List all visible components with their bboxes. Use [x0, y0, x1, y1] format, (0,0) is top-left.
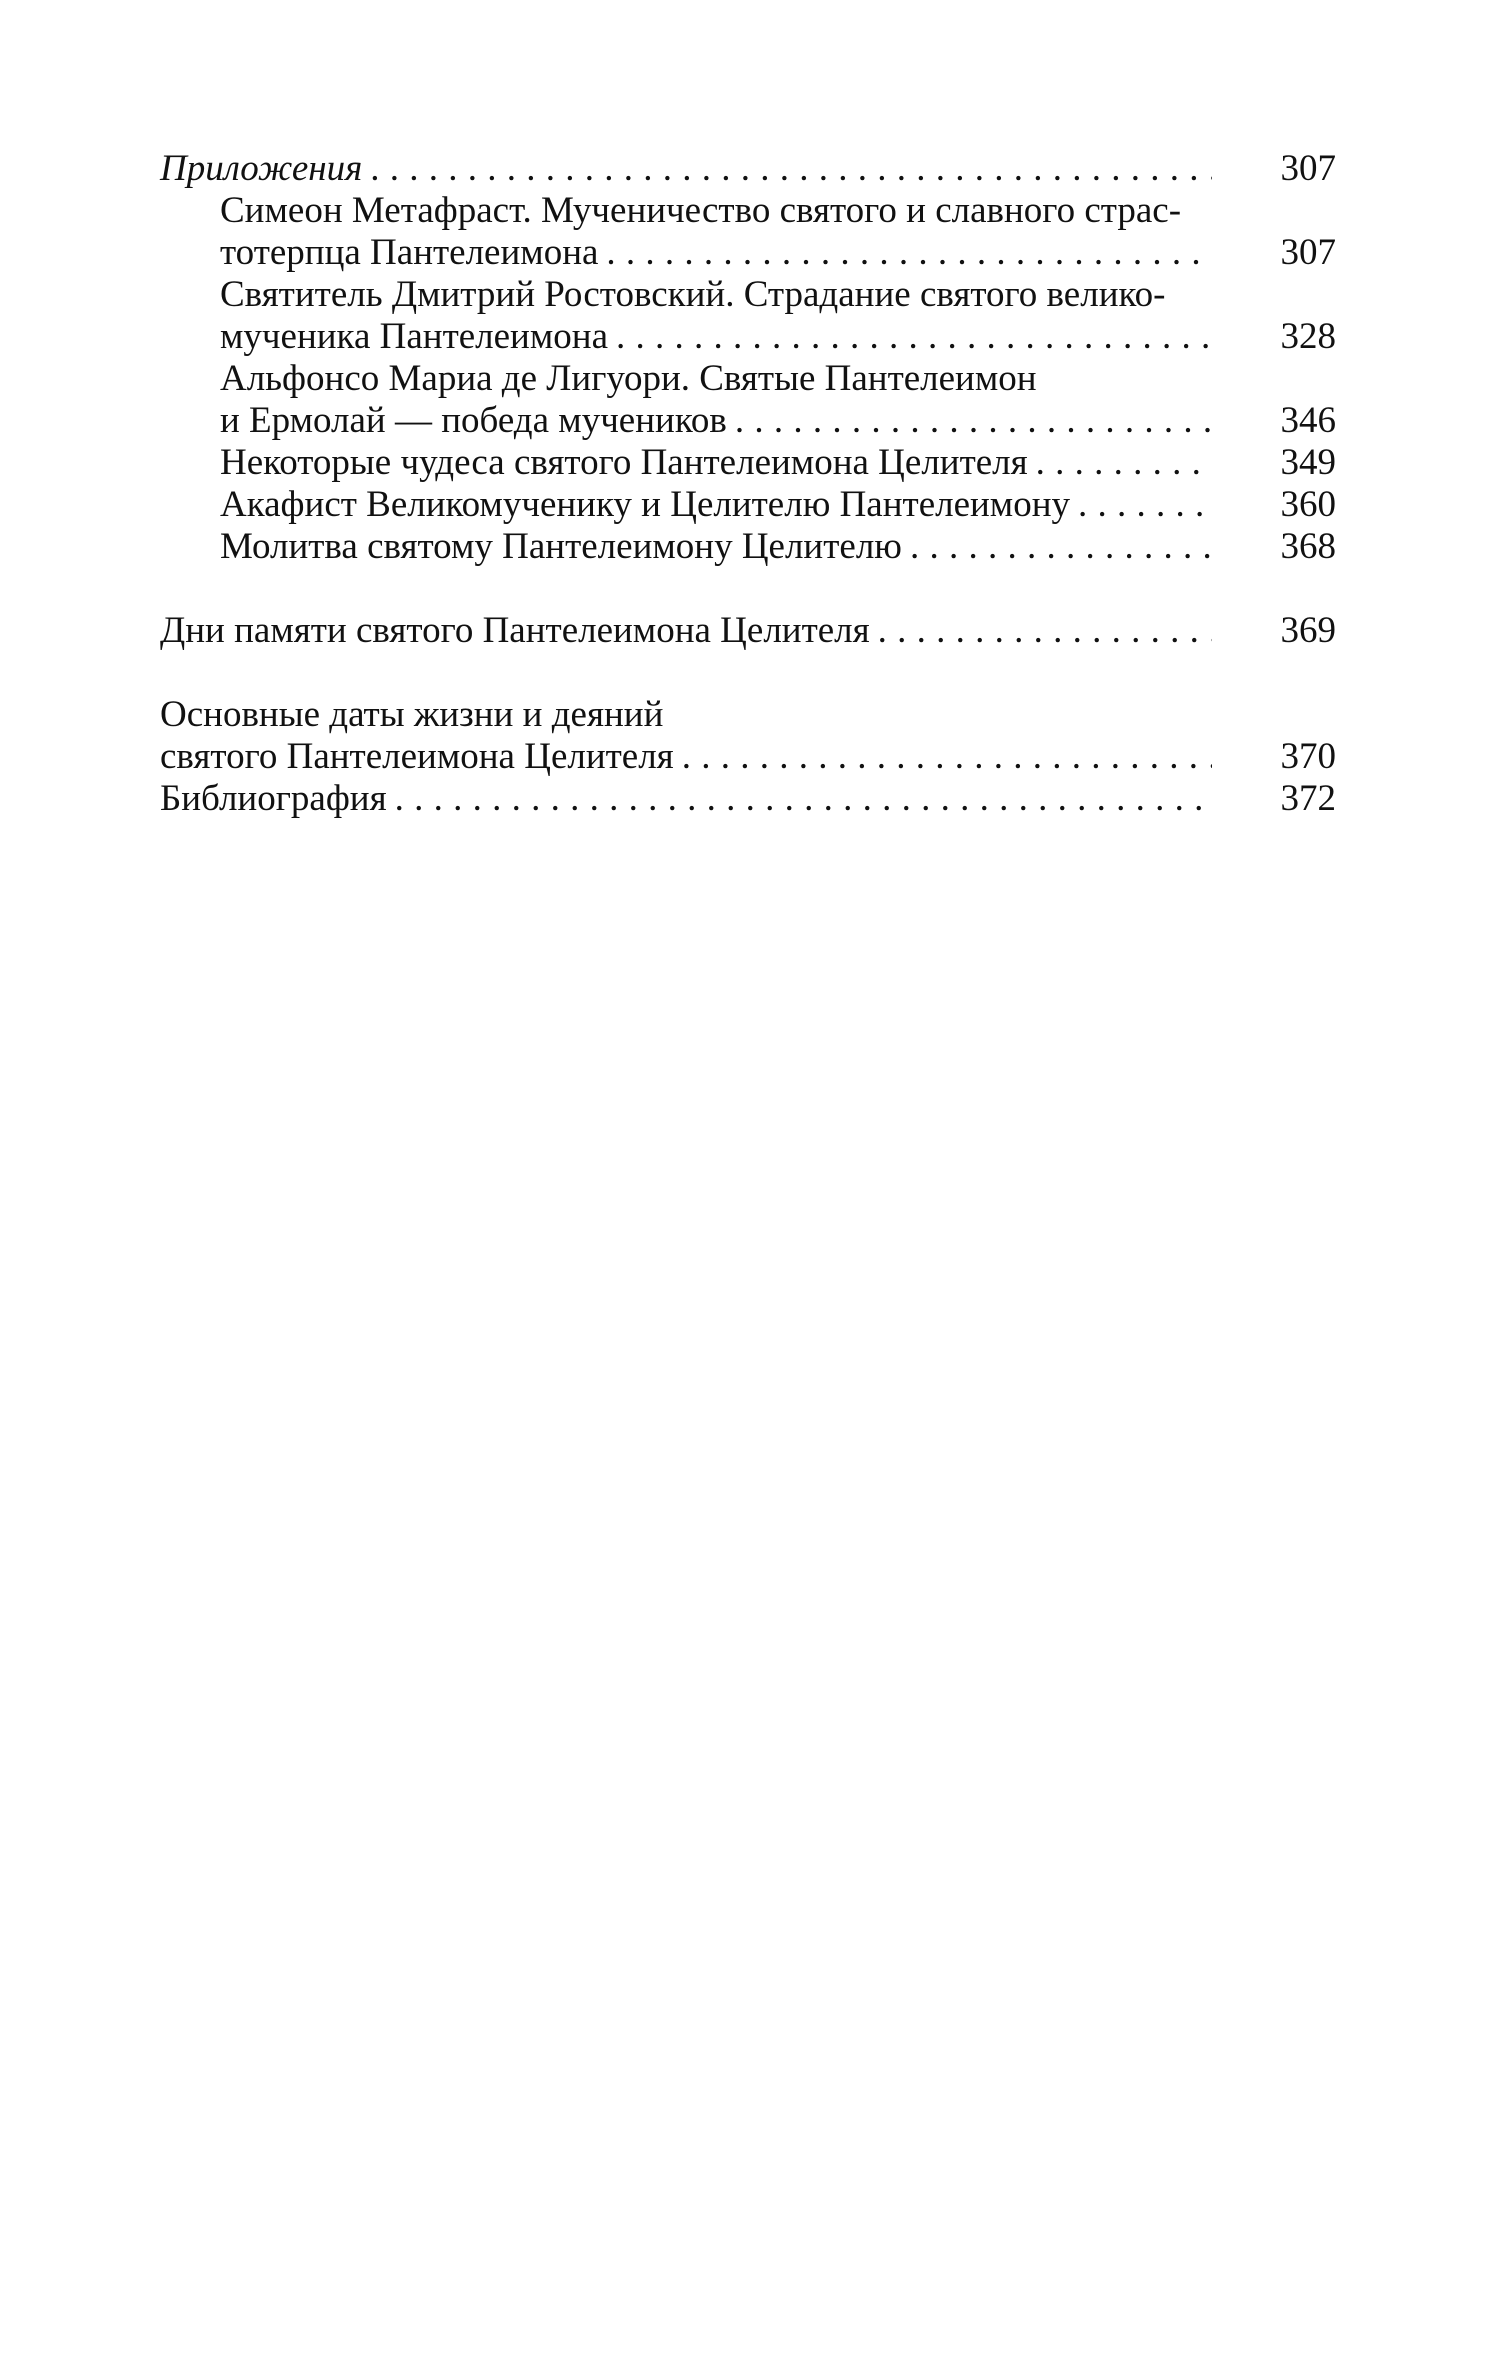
- toc-entry-title: Приложения: [160, 148, 363, 189]
- dot-leader: [616, 316, 1212, 358]
- toc-page-number: 346: [1280, 400, 1336, 441]
- toc-subentry[interactable]: [160, 526, 1336, 568]
- toc-subentry[interactable]: [160, 442, 1336, 484]
- dot-leader: [1078, 484, 1212, 526]
- toc-entry-title-line2: святого Пантелеимона Целителя: [160, 736, 674, 777]
- table-of-contents: [160, 148, 1336, 820]
- toc-entry-line: [220, 484, 1336, 526]
- toc-entry-title-line2: мученика Пантелеимона: [220, 316, 608, 357]
- dot-leader: [1036, 442, 1212, 484]
- toc-entry-title-line2: тотерпца Пантелеимона: [220, 232, 599, 273]
- dot-leader: [682, 736, 1212, 778]
- toc-page-number: 349: [1280, 442, 1336, 483]
- toc-page-number: 369: [1280, 610, 1336, 651]
- toc-entry-bibliography[interactable]: [160, 778, 1336, 820]
- toc-page-number: 307: [1280, 232, 1336, 273]
- toc-subentry[interactable]: [160, 484, 1336, 526]
- toc-entry-line: [160, 778, 1336, 820]
- toc-entry-title: Дни памяти святого Пантелеимона Целителя: [160, 610, 870, 651]
- toc-page-number: 360: [1280, 484, 1336, 525]
- toc-entry-main-dates[interactable]: [160, 694, 1336, 778]
- toc-entry-memory-days[interactable]: [160, 610, 1336, 652]
- toc-entry-title-line1: Альфонсо Мариа де Лигуори. Святые Пантелеимон: [220, 358, 1037, 399]
- toc-page-number: 328: [1280, 316, 1336, 357]
- toc-subentry[interactable]: [160, 358, 1336, 442]
- toc-subentry[interactable]: [160, 274, 1336, 358]
- toc-entry-title-line1: Симеон Метафраст. Мученичество святого и славного страс-: [220, 190, 1182, 231]
- toc-entry-title-line1: Основные даты жизни и деяний: [160, 694, 664, 735]
- dot-leader: [370, 148, 1212, 190]
- toc-subentry[interactable]: [160, 190, 1336, 274]
- toc-entry-line: [220, 442, 1336, 484]
- toc-entry-title: Молитва святому Пантелеимону Целителю: [220, 526, 902, 567]
- dot-leader: [395, 778, 1212, 820]
- toc-entry-title-line2: и Ермолай — победа мучеников: [220, 400, 727, 441]
- toc-entry-line: [220, 316, 1336, 358]
- dot-leader: [735, 400, 1212, 442]
- toc-entry-appendix[interactable]: [160, 148, 1336, 190]
- toc-entry-line: [160, 736, 1336, 778]
- toc-entry-line: [160, 148, 1336, 190]
- toc-entry-line: [160, 610, 1336, 652]
- dot-leader: [878, 610, 1212, 652]
- toc-page-number: 370: [1280, 736, 1336, 777]
- toc-entry-title: Акафист Великомученику и Целителю Пантелеимону: [220, 484, 1071, 525]
- toc-entry-line: [220, 526, 1336, 568]
- toc-page-number: 368: [1280, 526, 1336, 567]
- dot-leader: [606, 232, 1212, 274]
- toc-page-number: 372: [1280, 778, 1336, 819]
- dot-leader: [910, 526, 1212, 568]
- toc-entry-line: [220, 400, 1336, 442]
- toc-entry-title: Библиография: [160, 778, 387, 819]
- toc-page-number: 307: [1280, 148, 1336, 189]
- toc-entry-line: [220, 232, 1336, 274]
- toc-entry-title: Некоторые чудеса святого Пантелеимона Целителя: [220, 442, 1028, 483]
- toc-entry-title-line1: Святитель Дмитрий Ростовский. Страдание святого велико-: [220, 274, 1166, 315]
